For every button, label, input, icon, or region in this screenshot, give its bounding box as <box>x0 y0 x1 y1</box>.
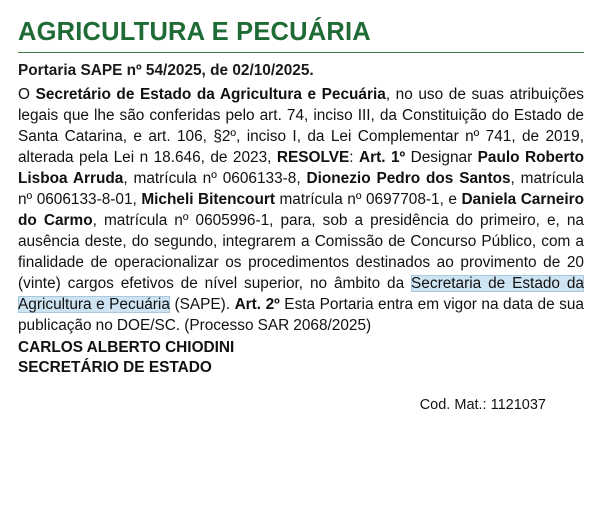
signatory-role: SECRETÁRIO DE ESTADO <box>18 359 212 377</box>
body-seg-8: , matrícula nº 0605996-1, para, sob a presidência do primeiro, e, na ausência deste, do segundo, integrarem a Comissão de Concurso Público, com a finalidade de operacionalizar os procedimentos destinados ao provimento de 20 (vinte) cargos efetivos de nível superior, no âmbito da <box>18 211 584 292</box>
body-bold-name-1: Paulo Roberto Lisboa Arruda <box>18 148 584 187</box>
body-seg-7: matrícula nº 0697708-1, e <box>274 190 462 208</box>
body-seg-1: O <box>18 85 36 103</box>
body-bold-name-4: Daniela Carneiro do Carmo <box>18 190 584 229</box>
signatory-name: CARLOS ALBERTO CHIODINI <box>18 339 235 357</box>
title-divider <box>18 52 584 53</box>
body-seg-10: Esta Portaria entra em vigor na data de sua publicação no DOE/SC. (Processo SAR 2068/2025) <box>18 296 584 335</box>
body-seg-9: (SAPE). <box>169 296 235 313</box>
ordinance-line <box>18 61 584 82</box>
signature-block <box>18 338 584 379</box>
body-seg-2: , no uso de suas atribuições legais que lhe são conferidas pelo art. 74, inciso III, da Constituição do Estado de Santa Catarina, e art. 106, §2º, inciso I, da Lei Complementar nº 741, de 2019, alterada pela Lei n 18.646, de 2023, <box>18 85 584 166</box>
body-bold-art1: Art. 1º <box>359 148 406 166</box>
ordinance-text: Portaria SAPE nº 54/2025, de 02/10/2025. <box>18 62 314 80</box>
document-body <box>18 84 584 336</box>
body-seg-4: Designar <box>405 148 478 166</box>
body-bold-resolve: RESOLVE <box>276 148 350 166</box>
page-title: AGRICULTURA E PECUÁRIA <box>18 18 371 46</box>
body-bold-art2: Art. 2º <box>234 296 280 313</box>
body-seg-3: : <box>349 148 360 166</box>
body-bold-name-3: Micheli Bitencourt <box>141 190 275 208</box>
highlighted-text: Secretaria de Estado da Agricultura e Pecuária <box>18 274 584 313</box>
body-bold-name-2: Dionezio Pedro dos Santos <box>306 169 511 187</box>
body-seg-5: , matrícula nº 0606133-8, <box>123 169 307 187</box>
body-seg-6: , matrícula nº 0606133-8-01, <box>18 169 584 208</box>
footer-code: Cod. Mat.: 1121037 <box>419 396 546 413</box>
body-bold-secretario: Secretário de Estado da Agricultura e Pecuária <box>35 85 386 103</box>
